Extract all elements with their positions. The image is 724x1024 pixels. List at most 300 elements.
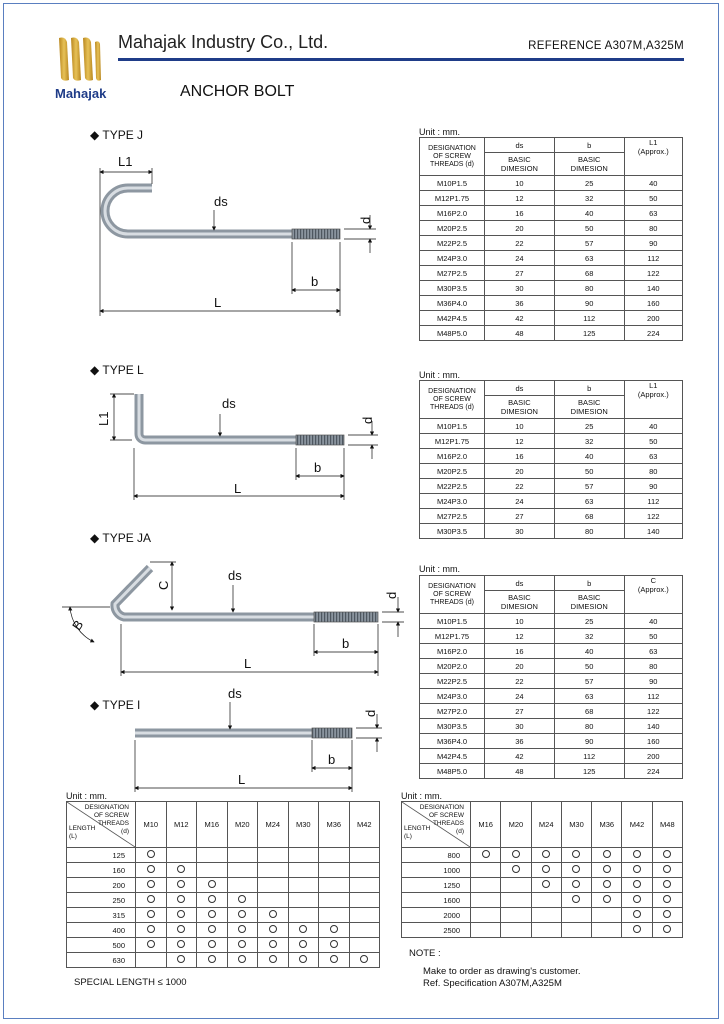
table-cell: 200 <box>624 311 682 326</box>
availability-cell <box>561 908 591 923</box>
availability-cell <box>288 923 319 938</box>
availability-cell <box>197 938 228 953</box>
availability-cell <box>288 878 319 893</box>
header-basic-dimension <box>485 591 555 614</box>
availability-cell <box>288 953 319 968</box>
table-cell: 63 <box>554 689 624 704</box>
page-title: ANCHOR BOLT <box>180 83 295 100</box>
header-l1 <box>624 381 682 419</box>
table-cell: 25 <box>554 176 624 191</box>
table-row <box>420 749 683 764</box>
table-row <box>420 281 683 296</box>
available-mark-icon <box>269 925 277 933</box>
table-cell: 10 <box>485 176 555 191</box>
available-mark-icon <box>633 880 641 888</box>
table-cell: 140 <box>624 281 682 296</box>
type-j-dim-l1: L1 <box>118 154 133 169</box>
table-cell: 24 <box>485 689 555 704</box>
type-ja-dim-bb: B <box>69 617 87 633</box>
basic-line: BASIC <box>577 155 601 164</box>
table-cell: 12 <box>485 434 555 449</box>
table-cell: M10P1.5 <box>420 176 485 191</box>
table-cell: 12 <box>485 629 555 644</box>
table-cell: M10P1.5 <box>420 614 485 629</box>
availability-cell <box>622 848 652 863</box>
table-cell: 122 <box>624 266 682 281</box>
table-cell: 57 <box>554 674 624 689</box>
basic-line: BASIC <box>577 398 601 407</box>
table-cell: 24 <box>485 251 555 266</box>
table-cell: 160 <box>624 296 682 311</box>
spec-table-ja <box>419 575 683 779</box>
available-mark-icon <box>330 925 338 933</box>
availability-cell <box>258 953 289 968</box>
table-cell: 40 <box>554 206 624 221</box>
table-row <box>402 848 683 863</box>
type-ja-dim-c: C <box>156 580 171 590</box>
availability-cell <box>319 938 350 953</box>
type-l-dim-ds: ds <box>222 396 236 411</box>
availability-cell <box>531 878 561 893</box>
table-cell: 80 <box>554 524 624 539</box>
table-cell: 90 <box>554 734 624 749</box>
available-mark-icon <box>603 850 611 858</box>
available-mark-icon <box>177 955 185 963</box>
availability-cell <box>227 938 258 953</box>
brand-name: Mahajak <box>55 86 107 101</box>
table-cell: 27 <box>485 704 555 719</box>
availability-cell <box>471 923 501 938</box>
table-row <box>420 326 683 341</box>
table-cell: 30 <box>485 524 555 539</box>
availability-cell <box>531 923 561 938</box>
availability-cell <box>471 848 501 863</box>
availability-cell <box>561 923 591 938</box>
available-mark-icon <box>633 925 641 933</box>
table-cell: 48 <box>485 326 555 341</box>
type-l-dim-b: b <box>314 460 322 475</box>
table-cell: 50 <box>624 434 682 449</box>
table-row <box>420 674 683 689</box>
table-cell: 50 <box>554 659 624 674</box>
available-mark-icon <box>633 895 641 903</box>
type-j-dim-l: L <box>214 295 222 310</box>
table-cell: 68 <box>554 509 624 524</box>
table-cell: 200 <box>624 749 682 764</box>
availability-cell <box>652 848 682 863</box>
table-cell: 50 <box>624 191 682 206</box>
corner-length-line: LENGTH <box>404 825 431 832</box>
table-row <box>402 878 683 893</box>
availability-cell <box>166 938 197 953</box>
size-header: M30 <box>561 802 591 848</box>
availability-cell <box>471 908 501 923</box>
available-mark-icon <box>147 880 155 888</box>
corner-designation-line: THREADS <box>97 820 129 827</box>
table-row <box>420 734 683 749</box>
designation-line: DESIGNATION <box>428 144 476 152</box>
table-cell: 80 <box>624 221 682 236</box>
table-cell: 140 <box>624 719 682 734</box>
table-cell: 50 <box>554 464 624 479</box>
table-row <box>420 221 683 236</box>
corner-length-line: (L) <box>69 833 77 840</box>
length-cell: 1600 <box>402 893 471 908</box>
table-cell: M20P2.5 <box>420 464 485 479</box>
table-row <box>420 251 683 266</box>
availability-cell <box>197 863 228 878</box>
size-header: M24 <box>531 802 561 848</box>
size-header: M36 <box>592 802 622 848</box>
table-cell: 80 <box>624 659 682 674</box>
availability-cell <box>349 923 380 938</box>
spec-table-j <box>419 137 683 341</box>
table-cell: 224 <box>624 764 682 779</box>
availability-cell <box>166 953 197 968</box>
length-cell: 160 <box>67 863 136 878</box>
availability-cell <box>471 878 501 893</box>
table-cell: 32 <box>554 434 624 449</box>
available-mark-icon <box>663 850 671 858</box>
length-cell: 500 <box>67 938 136 953</box>
availability-cell <box>197 893 228 908</box>
spec-table-l <box>419 380 683 539</box>
basic-line: BASIC <box>508 155 531 164</box>
unit-label-ja: Unit : mm. <box>419 564 461 574</box>
available-mark-icon <box>482 850 490 858</box>
availability-cell <box>227 908 258 923</box>
availability-cell <box>258 908 289 923</box>
size-header: M42 <box>622 802 652 848</box>
header-l1 <box>624 138 682 176</box>
l1-line: L1 <box>649 138 658 147</box>
type-i-dim-b: b <box>328 752 336 767</box>
table-cell: 80 <box>554 281 624 296</box>
availability-cell <box>622 908 652 923</box>
table-row <box>402 863 683 878</box>
availability-cell <box>652 893 682 908</box>
table-cell: 30 <box>485 281 555 296</box>
designation-line: DESIGNATION <box>428 582 476 590</box>
availability-cell <box>561 848 591 863</box>
table-cell: 122 <box>624 509 682 524</box>
availability-cell <box>136 938 167 953</box>
header-basic-dimension <box>554 396 624 419</box>
table-row <box>420 311 683 326</box>
table-cell: M27P2.0 <box>420 704 485 719</box>
available-mark-icon <box>238 955 246 963</box>
table-cell: M20P2.0 <box>420 659 485 674</box>
size-header: M10 <box>136 802 167 848</box>
size-header: M16 <box>471 802 501 848</box>
length-cell: 400 <box>67 923 136 938</box>
available-mark-icon <box>330 955 338 963</box>
table-cell: 224 <box>624 326 682 341</box>
corner-length-line: LENGTH <box>69 825 96 832</box>
available-mark-icon <box>572 850 580 858</box>
basic-line: BASIC <box>508 398 531 407</box>
availability-cell <box>136 953 167 968</box>
available-mark-icon <box>330 940 338 948</box>
availability-cell <box>561 878 591 893</box>
designation-line: DESIGNATION <box>428 387 476 395</box>
availability-cell <box>319 893 350 908</box>
available-mark-icon <box>208 940 216 948</box>
table-row <box>420 644 683 659</box>
type-ja-dim-l: L <box>244 656 252 671</box>
note-title: NOTE : <box>409 948 441 959</box>
availability-cell <box>319 863 350 878</box>
availability-cell <box>258 938 289 953</box>
header-c <box>624 576 682 614</box>
availability-cell <box>288 848 319 863</box>
availability-cell <box>227 953 258 968</box>
special-length: SPECIAL LENGTH ≤ 1000 <box>74 977 187 988</box>
header-ds: ds <box>485 576 555 591</box>
header-basic-dimension <box>485 153 555 176</box>
availability-cell <box>288 863 319 878</box>
available-mark-icon <box>238 910 246 918</box>
corner-designation-line: THREADS <box>432 820 464 827</box>
availability-cell <box>531 848 561 863</box>
table-cell: M27P2.5 <box>420 266 485 281</box>
header-b: b <box>554 576 624 591</box>
available-mark-icon <box>299 940 307 948</box>
length-cell: 800 <box>402 848 471 863</box>
available-mark-icon <box>603 880 611 888</box>
table-cell: 63 <box>554 494 624 509</box>
c-line: C <box>650 576 657 585</box>
availability-cell <box>561 893 591 908</box>
header-ds: ds <box>485 138 555 153</box>
header-designation <box>420 576 485 614</box>
table-cell: 63 <box>624 644 682 659</box>
length-cell: 200 <box>67 878 136 893</box>
availability-cell <box>349 938 380 953</box>
table-cell: M30P3.5 <box>420 524 485 539</box>
table-cell: 57 <box>554 236 624 251</box>
availability-cell <box>652 878 682 893</box>
table-row <box>67 848 380 863</box>
type-i-dim-l: L <box>238 772 246 787</box>
table-row <box>420 236 683 251</box>
table-cell: 20 <box>485 464 555 479</box>
availability-cell <box>592 923 622 938</box>
length-table-right <box>401 801 683 938</box>
table-row <box>67 923 380 938</box>
availability-cell <box>136 908 167 923</box>
available-mark-icon <box>177 895 185 903</box>
available-mark-icon <box>512 865 520 873</box>
corner-designation-line: (d) <box>456 828 464 835</box>
c-line: (Approx.) <box>637 585 669 594</box>
table-cell: 48 <box>485 764 555 779</box>
type-i-drawing <box>135 702 382 792</box>
basic-line: BASIC <box>508 593 531 602</box>
availability-cell <box>349 953 380 968</box>
table-cell: 30 <box>485 719 555 734</box>
table-cell: 90 <box>624 674 682 689</box>
available-mark-icon <box>572 865 580 873</box>
availability-cell <box>258 863 289 878</box>
length-cell: 125 <box>67 848 136 863</box>
availability-cell <box>319 848 350 863</box>
table-cell: 40 <box>624 614 682 629</box>
availability-cell <box>652 863 682 878</box>
corner-designation-line: OF SCREW <box>428 812 464 819</box>
table-cell: 10 <box>485 419 555 434</box>
available-mark-icon <box>633 850 641 858</box>
length-cell: 1250 <box>402 878 471 893</box>
table-row <box>420 494 683 509</box>
basic-line: DIMESION <box>570 407 608 416</box>
table-cell: 90 <box>624 236 682 251</box>
available-mark-icon <box>360 955 368 963</box>
table-cell: 40 <box>624 176 682 191</box>
available-mark-icon <box>603 865 611 873</box>
header-b: b <box>554 381 624 396</box>
table-cell: 40 <box>554 644 624 659</box>
availability-cell <box>531 863 561 878</box>
availability-cell <box>592 863 622 878</box>
table-cell: M20P2.5 <box>420 221 485 236</box>
availability-cell <box>258 923 289 938</box>
unit-label-length-left: Unit : mm. <box>66 791 108 801</box>
available-mark-icon <box>603 895 611 903</box>
available-mark-icon <box>238 925 246 933</box>
table-row <box>420 296 683 311</box>
availability-cell <box>592 878 622 893</box>
availability-cell <box>501 908 531 923</box>
corner-designation-line: (d) <box>121 828 129 835</box>
available-mark-icon <box>177 910 185 918</box>
table-cell: 122 <box>624 704 682 719</box>
availability-cell <box>166 908 197 923</box>
table-cell: M42P4.5 <box>420 311 485 326</box>
availability-cell <box>531 908 561 923</box>
header-corner <box>67 802 136 848</box>
table-cell: 16 <box>485 644 555 659</box>
availability-cell <box>561 863 591 878</box>
length-cell: 315 <box>67 908 136 923</box>
l1-line: L1 <box>649 381 658 390</box>
table-cell: 125 <box>554 764 624 779</box>
table-cell: M22P2.5 <box>420 479 485 494</box>
available-mark-icon <box>542 865 550 873</box>
availability-cell <box>227 893 258 908</box>
available-mark-icon <box>542 850 550 858</box>
size-header: M24 <box>258 802 289 848</box>
available-mark-icon <box>208 910 216 918</box>
table-cell: M24P3.0 <box>420 494 485 509</box>
table-cell: M24P3.0 <box>420 251 485 266</box>
table-cell: M12P1.75 <box>420 434 485 449</box>
size-header: M16 <box>197 802 228 848</box>
size-header: M48 <box>652 802 682 848</box>
available-mark-icon <box>633 865 641 873</box>
table-cell: 112 <box>624 251 682 266</box>
table-row <box>67 893 380 908</box>
table-cell: 12 <box>485 191 555 206</box>
table-cell: M30P3.5 <box>420 281 485 296</box>
available-mark-icon <box>663 865 671 873</box>
table-cell: 42 <box>485 749 555 764</box>
table-cell: 80 <box>554 719 624 734</box>
basic-line: DIMESION <box>570 602 608 611</box>
table-cell: 63 <box>624 206 682 221</box>
availability-cell <box>501 923 531 938</box>
table-row <box>420 419 683 434</box>
type-l-dim-d: d <box>360 416 375 424</box>
table-row <box>420 614 683 629</box>
type-i-dim-d: d <box>363 709 378 717</box>
corner-designation-line: DESIGNATION <box>419 804 464 811</box>
availability-cell <box>349 848 380 863</box>
type-l-dim-l: L <box>234 481 242 496</box>
table-cell: 36 <box>485 296 555 311</box>
table-cell: 68 <box>554 266 624 281</box>
availability-cell <box>501 848 531 863</box>
header-basic-dimension <box>554 153 624 176</box>
type-i-label: ◆ TYPE I <box>90 698 141 712</box>
table-row <box>420 629 683 644</box>
table-cell: 36 <box>485 734 555 749</box>
table-cell: 22 <box>485 236 555 251</box>
available-mark-icon <box>147 940 155 948</box>
header-designation <box>420 138 485 176</box>
table-cell: 140 <box>624 524 682 539</box>
corner-length-line: (L) <box>404 833 412 840</box>
availability-cell <box>136 878 167 893</box>
available-mark-icon <box>238 895 246 903</box>
availability-cell <box>166 923 197 938</box>
table-row <box>67 908 380 923</box>
availability-cell <box>592 908 622 923</box>
available-mark-icon <box>269 955 277 963</box>
availability-cell <box>258 878 289 893</box>
type-l-dim-l1: L1 <box>96 411 111 426</box>
type-j-dim-d: d <box>358 216 373 224</box>
availability-cell <box>592 848 622 863</box>
available-mark-icon <box>238 940 246 948</box>
type-j-label: ◆ TYPE J <box>90 128 144 142</box>
table-row <box>420 689 683 704</box>
type-j-dim-ds: ds <box>214 194 228 209</box>
type-j-dim-b: b <box>311 274 319 289</box>
size-header: M12 <box>166 802 197 848</box>
table-row <box>67 863 380 878</box>
table-cell: M16P2.0 <box>420 206 485 221</box>
header-b: b <box>554 138 624 153</box>
table-row <box>67 953 380 968</box>
table-cell: 10 <box>485 614 555 629</box>
table-row <box>420 479 683 494</box>
table-row <box>420 266 683 281</box>
unit-label-length-right: Unit : mm. <box>401 791 443 801</box>
table-cell: M16P2.0 <box>420 644 485 659</box>
l1-line: (Approx.) <box>637 147 669 156</box>
length-cell: 630 <box>67 953 136 968</box>
table-cell: M12P1.75 <box>420 191 485 206</box>
available-mark-icon <box>147 850 155 858</box>
size-header: M20 <box>501 802 531 848</box>
availability-cell <box>319 923 350 938</box>
availability-cell <box>227 848 258 863</box>
designation-line: THREADS (d) <box>430 403 474 411</box>
available-mark-icon <box>299 955 307 963</box>
available-mark-icon <box>208 880 216 888</box>
designation-line: THREADS (d) <box>430 160 474 168</box>
